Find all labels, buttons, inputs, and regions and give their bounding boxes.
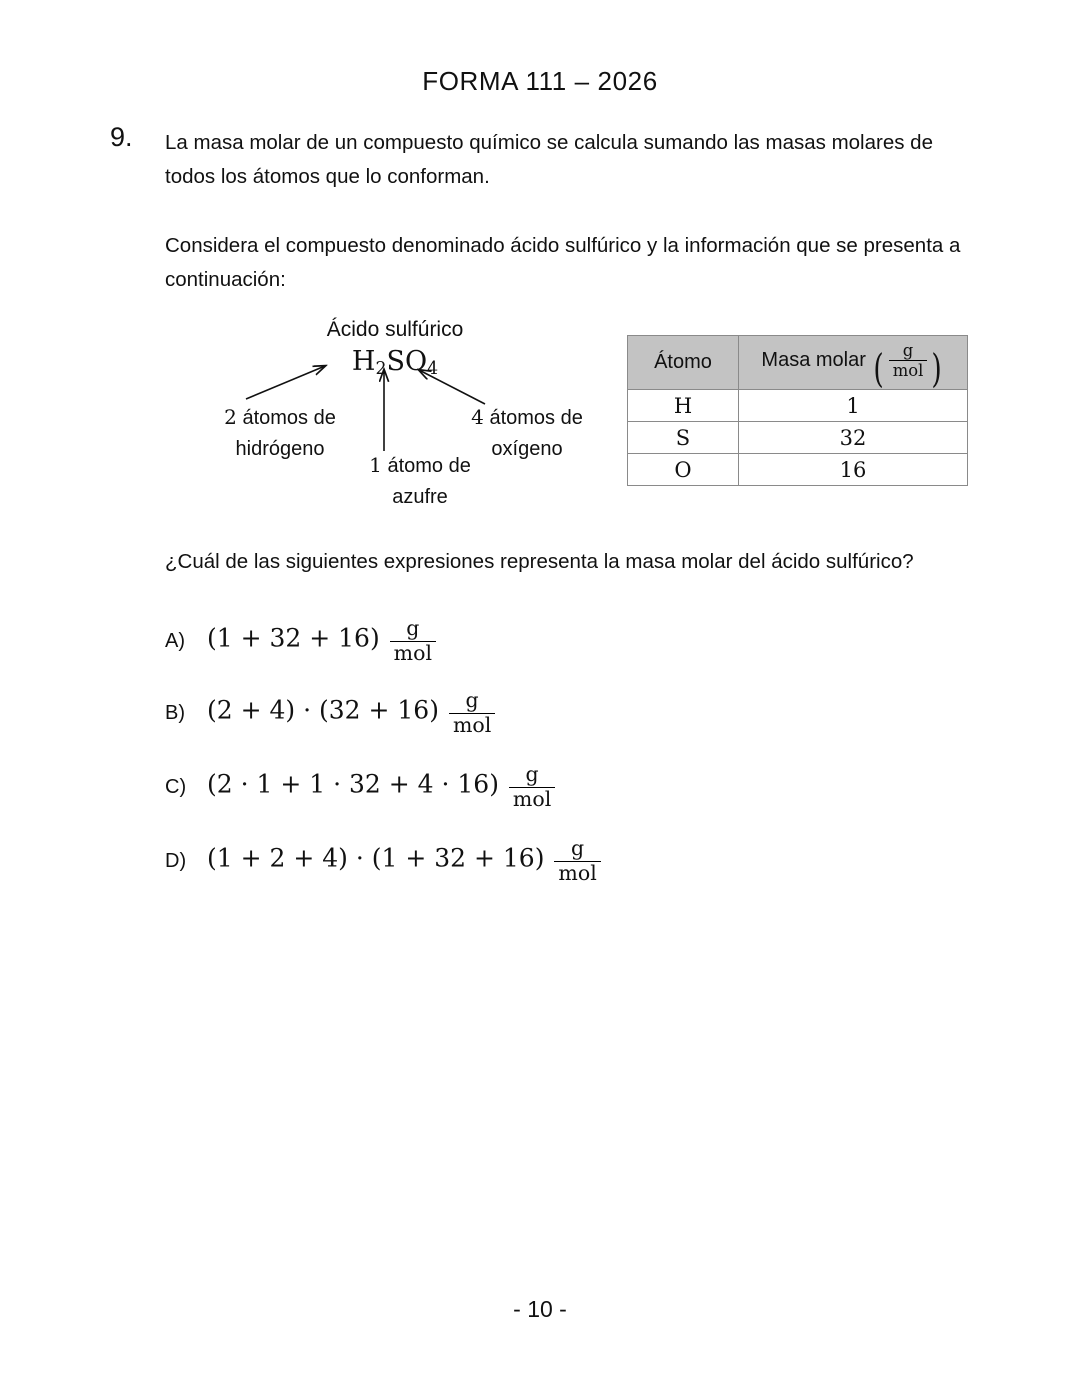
answer-option-a-unit <box>390 618 436 664</box>
answer-option-d-unit <box>554 838 600 884</box>
question-stem-paragraph-2: Considera el compuesto denominado ácido sulfúrico y la información que se presenta a continuación: <box>165 234 961 291</box>
table-cell-mass: 1 <box>739 390 968 422</box>
answer-option-a-unit-den: mol <box>393 640 433 665</box>
table-cell-atom: O <box>628 454 739 486</box>
question-prompt: ¿Cuál de las siguientes expresiones representa la masa molar del ácido sulfúrico? <box>165 550 914 573</box>
formula-element-s: S <box>386 346 405 377</box>
answer-option-c-expression-text: (2 · 1 + 1 · 32 + 4 · 16) <box>207 769 499 799</box>
diagram-label-oxygen-text2: oxígeno <box>491 438 563 460</box>
answer-option-a-unit-num: g <box>390 618 436 642</box>
formula-element-h: H <box>351 346 376 377</box>
answer-option-d-unit-num: g <box>554 838 600 862</box>
formula-element-o: O <box>404 346 428 377</box>
diagram-label-hydrogen-text2: hidrógeno <box>235 438 325 460</box>
answer-option-b-unit-den: mol <box>452 712 492 737</box>
table-cell-atom: S <box>628 422 739 454</box>
answer-option-a-label: A) <box>165 630 185 652</box>
unit-numerator: g <box>889 342 928 361</box>
diagram-label-sulfur-text2: azufre <box>392 486 448 508</box>
answer-option-a-expression <box>207 618 438 664</box>
answer-option-c-unit <box>509 764 555 810</box>
diagram-label-oxygen-text: átomos de <box>489 407 583 429</box>
formula-subscript-o: 4 <box>427 358 439 379</box>
answer-option-b-unit-num: g <box>449 690 495 714</box>
table-cell-atom: H <box>628 390 739 422</box>
diagram-label-hydrogen-count: 2 <box>224 405 237 429</box>
diagram-label-sulfur-count: 1 <box>369 453 382 477</box>
diagram-label-oxygen <box>437 402 617 465</box>
table-cell-mass: 32 <box>739 422 968 454</box>
answer-option-d-expression <box>207 838 603 884</box>
answer-option-c-unit-num: g <box>509 764 555 788</box>
page-footer: - 10 - <box>513 1296 567 1322</box>
answer-option-b-label: B) <box>165 702 185 724</box>
answer-option-a-expression-text: (1 + 32 + 16) <box>207 623 380 653</box>
table-header-row <box>628 336 968 390</box>
answer-option-d-unit-den: mol <box>558 860 597 885</box>
document-header: FORMA 111 – 2026 <box>422 66 658 96</box>
table-header-atom: Átomo <box>628 336 739 390</box>
answer-option-c-unit-den: mol <box>512 786 552 811</box>
table-header-molar-mass-text: Masa molar <box>761 348 866 371</box>
paren-open-icon: ( <box>873 346 885 392</box>
arrow-hydrogen <box>246 366 325 399</box>
table-row <box>628 422 968 454</box>
table-row <box>628 454 968 486</box>
answer-option-b-expression <box>207 690 497 736</box>
answer-option-c-label: C) <box>165 776 187 798</box>
diagram-label-sulfur-text: átomo de <box>387 455 471 477</box>
diagram-label-oxygen-count: 4 <box>471 405 484 429</box>
question-number: 9. <box>110 122 133 152</box>
answer-option-b-unit <box>449 690 495 736</box>
table-row <box>628 390 968 422</box>
table-header-molar-mass <box>739 336 968 390</box>
diagram-label-hydrogen-text: átomos de <box>242 407 336 429</box>
answer-option-b-expression-text: (2 + 4) · (32 + 16) <box>207 695 439 725</box>
molecule-diagram <box>185 318 605 513</box>
diagram-title: Ácido sulfúrico <box>326 318 464 341</box>
unit-fraction-g-per-mol <box>889 342 928 379</box>
answer-option-d-label: D) <box>165 850 187 872</box>
formula-subscript-h: 2 <box>375 358 387 379</box>
arrow-oxygen <box>419 370 485 404</box>
answer-option-c-expression <box>207 764 557 810</box>
molar-mass-table <box>627 335 968 486</box>
question-stem-paragraph-1: La masa molar de un compuesto químico se calcula sumando las masas molares de todos los átomos que lo conforman. <box>165 131 933 188</box>
unit-denominator: mol <box>892 360 924 380</box>
paren-close-icon: ) <box>931 346 943 392</box>
table-cell-mass: 16 <box>739 454 968 486</box>
answer-option-d-expression-text: (1 + 2 + 4) · (1 + 32 + 16) <box>207 843 545 873</box>
